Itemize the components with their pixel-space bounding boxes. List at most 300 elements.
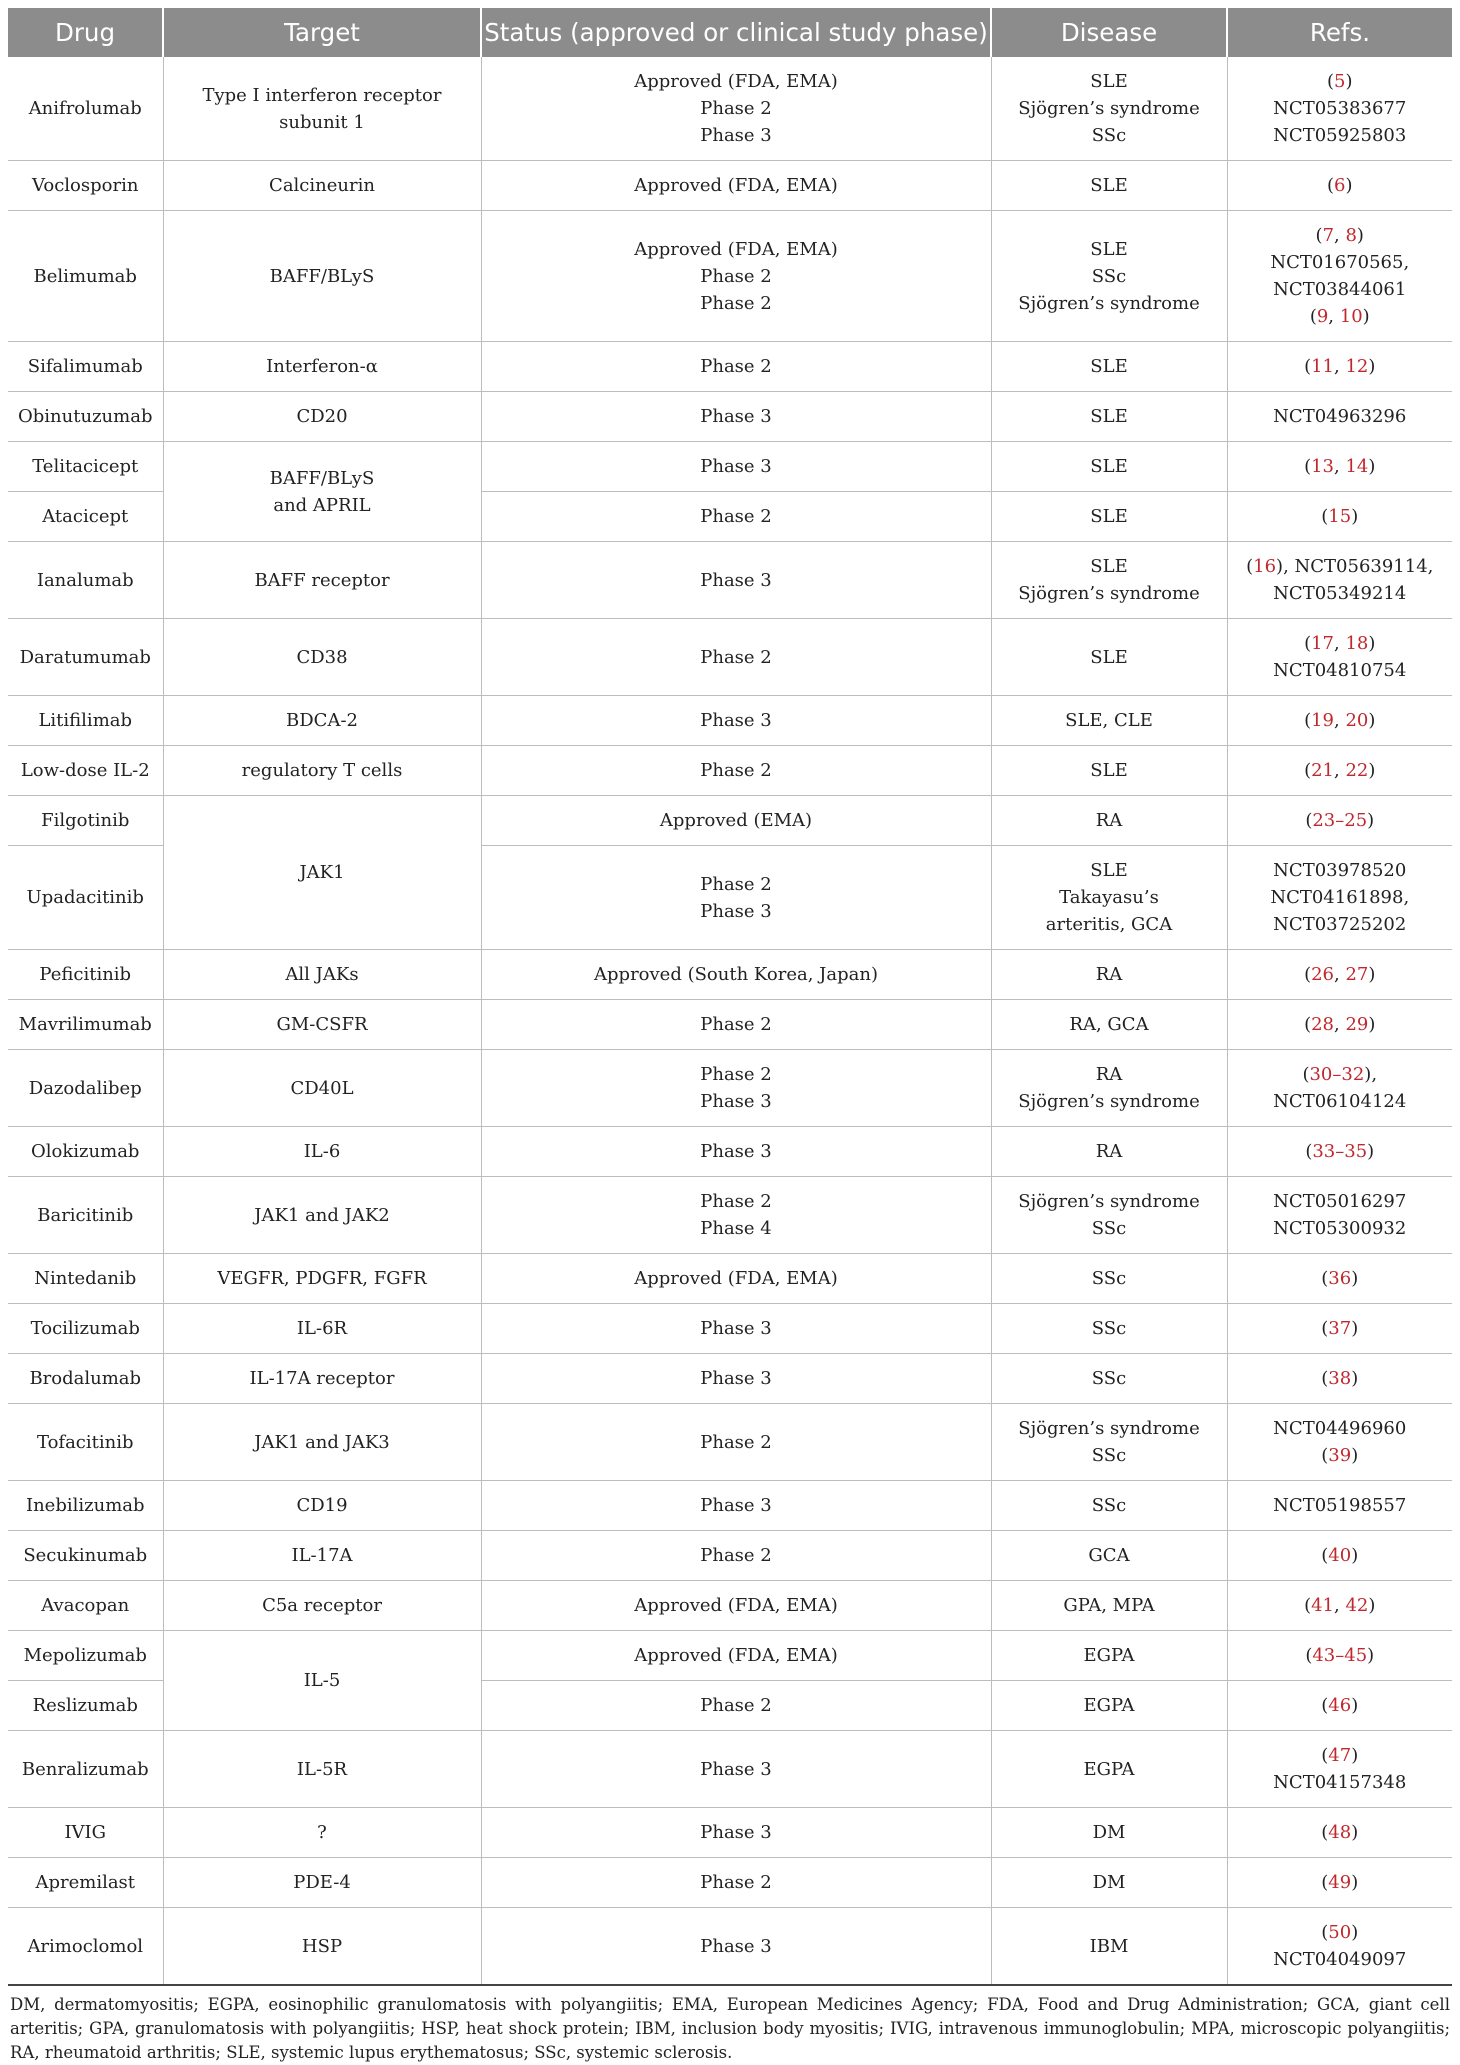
ref-text: ) xyxy=(1351,1445,1359,1466)
ref-text: NCT05300932 xyxy=(1273,1218,1407,1239)
ref-text: ( xyxy=(1305,810,1313,831)
reference-link[interactable]: 15 xyxy=(1328,506,1352,527)
cell-line: SSc xyxy=(1091,125,1127,146)
reference-link[interactable]: 38 xyxy=(1328,1368,1352,1389)
cell-line: Phase 3 xyxy=(700,710,772,731)
cell-line: Phase 3 xyxy=(700,1935,772,1957)
refs-cell xyxy=(1227,1177,1452,1254)
status-cell xyxy=(481,161,991,211)
reference-link[interactable]: 39 xyxy=(1328,1445,1352,1466)
cell-line: Phase 3 xyxy=(700,1141,772,1162)
status-cell xyxy=(481,1177,991,1254)
ref-text: ( xyxy=(1321,1695,1329,1716)
target-cell xyxy=(163,542,481,619)
reference-link[interactable]: 8 xyxy=(1345,225,1357,246)
refs-cell xyxy=(1227,1254,1452,1304)
header-disease: Disease xyxy=(991,8,1227,57)
status-cell xyxy=(481,846,991,950)
ref-line xyxy=(1234,1769,1447,1796)
target-cell xyxy=(163,1531,481,1581)
target-cell xyxy=(163,1127,481,1177)
status-cell xyxy=(481,1531,991,1581)
ref-text: ( xyxy=(1321,1368,1329,1389)
ref-text: , xyxy=(1334,633,1346,654)
table-row xyxy=(8,1404,1452,1481)
ref-text: ( xyxy=(1304,456,1312,477)
ref-text: NCT03725202 xyxy=(1273,914,1407,935)
reference-link[interactable]: 21 xyxy=(1311,760,1335,781)
refs-cell xyxy=(1227,442,1452,492)
ref-text: , xyxy=(1334,356,1346,377)
cell-line: Phase 2 xyxy=(700,646,772,668)
reference-link[interactable]: 9 xyxy=(1316,306,1329,327)
ref-text: ( xyxy=(1304,760,1312,781)
ref-text: ) xyxy=(1345,175,1353,196)
status-cell xyxy=(481,696,991,746)
ref-line xyxy=(1234,961,1447,988)
table-body xyxy=(8,57,1452,1985)
table-row xyxy=(8,1354,1452,1404)
cell-line: SSc xyxy=(1091,1495,1127,1516)
ref-text: ) xyxy=(1351,1872,1359,1893)
ref-text: ) xyxy=(1351,506,1359,527)
ref-text: ( xyxy=(1321,1445,1329,1466)
cell-line: Phase 3 xyxy=(700,569,772,591)
disease-cell xyxy=(991,57,1227,161)
cell-line: Phase 2 xyxy=(700,356,772,377)
target-cell xyxy=(163,211,481,342)
reference-link[interactable]: 11 xyxy=(1311,356,1335,377)
drug-cell: Peficitinib xyxy=(8,950,163,1000)
reference-link[interactable]: 33–35 xyxy=(1312,1141,1368,1162)
ref-text: , xyxy=(1334,964,1346,985)
ref-text: ( xyxy=(1246,556,1254,577)
disease-cell xyxy=(991,1581,1227,1631)
ref-line xyxy=(1234,403,1447,430)
refs-cell xyxy=(1227,1908,1452,1986)
ref-line xyxy=(1234,95,1447,122)
ref-text: ( xyxy=(1321,506,1329,527)
cell-line: SLE xyxy=(1090,760,1128,781)
target-cell xyxy=(163,696,481,746)
cell-line: SSc xyxy=(1091,265,1127,287)
target-cell xyxy=(163,1808,481,1858)
ref-text: NCT06104124 xyxy=(1273,1091,1407,1112)
ref-text: ( xyxy=(1304,1595,1312,1616)
cell-line: Phase 3 xyxy=(700,406,772,427)
drug-cell: Nintedanib xyxy=(8,1254,163,1304)
refs-cell xyxy=(1227,342,1452,392)
status-cell xyxy=(481,1858,991,1908)
reference-link[interactable]: 10 xyxy=(1339,306,1363,327)
drug-cell: Secukinumab xyxy=(8,1531,163,1581)
reference-link[interactable]: 27 xyxy=(1345,964,1369,985)
drug-cell: Brodalumab xyxy=(8,1354,163,1404)
refs-cell xyxy=(1227,211,1452,342)
ref-text: ) xyxy=(1351,1922,1359,1943)
reference-link[interactable]: 43–45 xyxy=(1312,1645,1368,1666)
cell-line: Approved (FDA, EMA) xyxy=(634,1595,838,1616)
refs-cell xyxy=(1227,161,1452,211)
reference-link[interactable]: 5 xyxy=(1334,71,1346,92)
cell-line: SSc xyxy=(1091,1318,1127,1339)
cell-line: BAFF receptor xyxy=(254,569,390,591)
refs-cell xyxy=(1227,950,1452,1000)
ref-text: , xyxy=(1334,710,1346,731)
reference-link[interactable]: 28 xyxy=(1311,1014,1335,1035)
ref-text: NCT03978520 xyxy=(1273,860,1407,881)
target-cell xyxy=(163,1908,481,1986)
ref-text: NCT04963296 xyxy=(1273,406,1407,427)
reference-link[interactable]: 23–25 xyxy=(1312,810,1368,831)
disease-cell xyxy=(991,1000,1227,1050)
cell-line: Phase 3 xyxy=(700,456,772,477)
refs-cell xyxy=(1227,1531,1452,1581)
drug-cell: Obinutuzumab xyxy=(8,392,163,442)
ref-text: ) xyxy=(1351,1745,1359,1766)
ref-line xyxy=(1234,807,1447,834)
reference-link[interactable]: 41 xyxy=(1311,1595,1335,1616)
drug-cell: Daratumumab xyxy=(8,619,163,696)
ref-line xyxy=(1234,630,1447,657)
reference-link[interactable]: 22 xyxy=(1345,760,1369,781)
drug-cell: Mepolizumab xyxy=(8,1631,163,1681)
reference-link[interactable]: 40 xyxy=(1328,1545,1352,1566)
reference-link[interactable]: 49 xyxy=(1328,1872,1352,1893)
ref-text: ) xyxy=(1351,1822,1359,1843)
disease-cell xyxy=(991,796,1227,846)
target-cell xyxy=(163,746,481,796)
target-cell xyxy=(163,796,481,950)
cell-line: EGPA xyxy=(1083,1758,1135,1780)
table-row xyxy=(8,1631,1452,1681)
cell-line: VEGFR, PDGFR, FGFR xyxy=(217,1268,427,1289)
target-cell xyxy=(163,1481,481,1531)
cell-line: JAK1 and JAK2 xyxy=(254,1204,390,1226)
reference-link[interactable]: 18 xyxy=(1345,633,1369,654)
status-cell xyxy=(481,1304,991,1354)
ref-text: ( xyxy=(1321,1872,1329,1893)
cell-line: JAK1 xyxy=(299,862,345,883)
cell-line: CD40L xyxy=(290,1077,354,1099)
disease-cell xyxy=(991,492,1227,542)
reference-link[interactable]: 26 xyxy=(1311,964,1335,985)
cell-line: SLE xyxy=(1090,71,1128,92)
cell-line: C5a receptor xyxy=(262,1595,382,1616)
cell-line: Phase 2 xyxy=(700,1014,772,1035)
cell-line: CD38 xyxy=(296,646,348,668)
reference-link[interactable]: 48 xyxy=(1328,1822,1352,1843)
reference-link[interactable]: 42 xyxy=(1345,1595,1369,1616)
cell-line: SLE xyxy=(1090,506,1128,527)
cell-line: Phase 3 xyxy=(700,1758,772,1780)
ref-text: , xyxy=(1328,306,1340,327)
table-row xyxy=(8,161,1452,211)
status-cell xyxy=(481,1000,991,1050)
cell-line: ? xyxy=(317,1822,327,1843)
drug-cell: Ianalumab xyxy=(8,542,163,619)
cell-line: Phase 2 xyxy=(700,506,772,527)
cell-line: Phase 3 xyxy=(700,1822,772,1843)
reference-link[interactable]: 12 xyxy=(1345,356,1369,377)
ref-text: ( xyxy=(1326,175,1335,196)
target-cell xyxy=(163,392,481,442)
cell-line: Phase 2 xyxy=(700,760,772,781)
cell-line: Approved (FDA, EMA) xyxy=(634,238,838,260)
cell-line: Phase 2 xyxy=(700,98,772,119)
cell-line: SLE xyxy=(1090,860,1128,881)
cell-line: SLE, CLE xyxy=(1065,710,1153,731)
ref-text: ( xyxy=(1304,1014,1312,1035)
refs-cell xyxy=(1227,492,1452,542)
cell-line: SSc xyxy=(1091,1218,1127,1239)
reference-link[interactable]: 16 xyxy=(1253,556,1277,577)
refs-cell xyxy=(1227,1000,1452,1050)
cell-line: All JAKs xyxy=(285,964,359,985)
ref-text: ) xyxy=(1368,456,1376,477)
cell-line: JAK1 and JAK3 xyxy=(254,1431,390,1453)
cell-line: RA xyxy=(1095,810,1123,831)
drug-cell: Tofacitinib xyxy=(8,1404,163,1481)
refs-cell xyxy=(1227,1127,1452,1177)
table-row xyxy=(8,1808,1452,1858)
disease-cell xyxy=(991,342,1227,392)
cell-line: Phase 3 xyxy=(700,900,772,922)
target-cell xyxy=(163,619,481,696)
table-row xyxy=(8,211,1452,342)
ref-line xyxy=(1234,1492,1447,1519)
drug-cell: Telitacicept xyxy=(8,442,163,492)
status-cell xyxy=(481,492,991,542)
disease-cell xyxy=(991,1404,1227,1481)
status-cell xyxy=(481,1354,991,1404)
drug-cell: Tocilizumab xyxy=(8,1304,163,1354)
cell-line: Approved (FDA, EMA) xyxy=(634,175,838,196)
disease-cell xyxy=(991,950,1227,1000)
ref-line xyxy=(1234,1919,1447,1946)
disease-cell xyxy=(991,1631,1227,1681)
drug-cell: Avacopan xyxy=(8,1581,163,1631)
table-row xyxy=(8,1254,1452,1304)
cell-line: regulatory T cells xyxy=(241,760,403,781)
header-row xyxy=(8,8,1452,57)
table-row xyxy=(8,1050,1452,1127)
ref-text: ) xyxy=(1362,306,1370,327)
reference-link[interactable]: 20 xyxy=(1345,710,1369,731)
reference-link[interactable]: 50 xyxy=(1328,1922,1352,1943)
drug-cell: Belimumab xyxy=(8,211,163,342)
ref-text: NCT05016297 xyxy=(1273,1191,1407,1212)
ref-text: ( xyxy=(1304,356,1312,377)
disease-cell xyxy=(991,1731,1227,1808)
status-cell xyxy=(481,1404,991,1481)
reference-link[interactable]: 37 xyxy=(1328,1318,1352,1339)
header-drug: Drug xyxy=(8,8,163,57)
ref-line xyxy=(1234,1692,1447,1719)
status-cell xyxy=(481,57,991,161)
cell-line: CD19 xyxy=(296,1495,348,1516)
table-row xyxy=(8,1304,1452,1354)
cell-line: IL-6 xyxy=(303,1141,341,1162)
drug-cell: Sifalimumab xyxy=(8,342,163,392)
ref-line xyxy=(1234,1819,1447,1846)
table-row xyxy=(8,1531,1452,1581)
cell-line: HSP xyxy=(301,1935,343,1957)
ref-line xyxy=(1234,353,1447,380)
ref-line xyxy=(1234,1188,1447,1215)
refs-cell xyxy=(1227,392,1452,442)
reference-link[interactable]: 17 xyxy=(1311,633,1335,654)
ref-line xyxy=(1234,1415,1447,1442)
ref-text: ) xyxy=(1368,760,1376,781)
target-cell xyxy=(163,1254,481,1304)
reference-link[interactable]: 47 xyxy=(1328,1745,1352,1766)
table-row xyxy=(8,1908,1452,1986)
disease-cell xyxy=(991,211,1227,342)
ref-line xyxy=(1234,1265,1447,1292)
reference-link[interactable]: 30–32 xyxy=(1309,1064,1365,1085)
cell-line: IL-17A xyxy=(291,1545,353,1566)
cell-line: RA, GCA xyxy=(1069,1014,1149,1035)
ref-text: NCT05383677 xyxy=(1273,98,1407,119)
cell-line: BAFF/BLyS xyxy=(269,467,375,489)
ref-text: ( xyxy=(1321,1545,1329,1566)
ref-line xyxy=(1234,1365,1447,1392)
target-cell xyxy=(163,57,481,161)
disease-cell xyxy=(991,1531,1227,1581)
disease-cell xyxy=(991,1481,1227,1531)
ref-text: ( xyxy=(1304,964,1312,985)
ref-text: ) xyxy=(1368,1014,1376,1035)
refs-cell xyxy=(1227,796,1452,846)
drug-cell: Inebilizumab xyxy=(8,1481,163,1531)
ref-text: ) xyxy=(1351,1268,1359,1289)
target-cell xyxy=(163,1000,481,1050)
status-cell xyxy=(481,1581,991,1631)
cell-line: SLE xyxy=(1090,646,1128,668)
cell-line: IL-6R xyxy=(296,1318,348,1339)
ref-line xyxy=(1234,757,1447,784)
ref-text: ( xyxy=(1321,1318,1329,1339)
cell-line: RA xyxy=(1095,1141,1123,1162)
ref-line xyxy=(1234,1869,1447,1896)
table-row xyxy=(8,796,1452,846)
ref-line xyxy=(1234,1138,1447,1165)
cell-line: IL-5R xyxy=(296,1758,348,1780)
ref-line xyxy=(1234,276,1447,303)
reference-link[interactable]: 14 xyxy=(1345,456,1369,477)
cell-line: PDE-4 xyxy=(293,1872,351,1893)
ref-line xyxy=(1234,1215,1447,1242)
status-cell xyxy=(481,1481,991,1531)
ref-text: ( xyxy=(1304,633,1312,654)
disease-cell xyxy=(991,846,1227,950)
refs-cell xyxy=(1227,1404,1452,1481)
status-cell xyxy=(481,950,991,1000)
disease-cell xyxy=(991,1127,1227,1177)
cell-line: SSc xyxy=(1091,1268,1127,1289)
cell-line: Approved (FDA, EMA) xyxy=(634,1268,838,1289)
reference-link[interactable]: 6 xyxy=(1334,175,1346,196)
cell-line: Sjögren’s syndrome xyxy=(1018,1418,1200,1439)
cell-line: subunit 1 xyxy=(279,111,365,133)
cell-line: DM xyxy=(1092,1822,1126,1843)
table-row xyxy=(8,1731,1452,1808)
reference-link[interactable]: 36 xyxy=(1328,1268,1352,1289)
ref-text: ) xyxy=(1367,810,1375,831)
status-cell xyxy=(481,1254,991,1304)
disease-cell xyxy=(991,1254,1227,1304)
target-cell xyxy=(163,1731,481,1808)
ref-text: ( xyxy=(1305,1645,1313,1666)
disease-cell xyxy=(991,1177,1227,1254)
ref-line xyxy=(1234,1315,1447,1342)
drug-table xyxy=(8,8,1452,1986)
table-row xyxy=(8,57,1452,161)
ref-text: NCT04157348 xyxy=(1273,1772,1407,1793)
refs-cell xyxy=(1227,1481,1452,1531)
ref-line xyxy=(1234,172,1447,199)
cell-line: Sjögren’s syndrome xyxy=(1018,98,1200,119)
cell-line: Phase 2 xyxy=(700,265,772,287)
drug-cell: Voclosporin xyxy=(8,161,163,211)
reference-link[interactable]: 46 xyxy=(1328,1695,1352,1716)
status-cell xyxy=(481,1050,991,1127)
ref-text: ) xyxy=(1351,1368,1359,1389)
refs-cell xyxy=(1227,1858,1452,1908)
ref-line xyxy=(1234,1011,1447,1038)
cell-line: Approved (South Korea, Japan) xyxy=(594,964,878,985)
reference-link[interactable]: 29 xyxy=(1345,1014,1369,1035)
cell-line: Phase 2 xyxy=(700,1064,772,1085)
target-cell xyxy=(163,1858,481,1908)
cell-line: Calcineurin xyxy=(269,175,375,196)
status-cell xyxy=(481,1631,991,1681)
ref-line xyxy=(1234,503,1447,530)
table-container xyxy=(8,8,1452,2065)
cell-line: SLE xyxy=(1090,175,1128,196)
ref-text: ( xyxy=(1309,306,1317,327)
cell-line: Sjögren’s syndrome xyxy=(1018,1091,1200,1112)
refs-cell xyxy=(1227,1731,1452,1808)
reference-link[interactable]: 13 xyxy=(1311,456,1335,477)
target-cell xyxy=(163,161,481,211)
reference-link[interactable]: 19 xyxy=(1311,710,1335,731)
cell-line: Phase 3 xyxy=(700,1091,772,1112)
ref-text: , xyxy=(1334,1014,1346,1035)
ref-text: ) xyxy=(1368,710,1376,731)
drug-cell: Baricitinib xyxy=(8,1177,163,1254)
ref-text: ) xyxy=(1356,225,1364,246)
target-cell xyxy=(163,1177,481,1254)
reference-link[interactable]: 7 xyxy=(1322,225,1335,246)
ref-line xyxy=(1234,707,1447,734)
drug-cell: Benralizumab xyxy=(8,1731,163,1808)
cell-line: IBM xyxy=(1089,1935,1129,1957)
ref-text: ) xyxy=(1368,356,1376,377)
cell-line: Phase 3 xyxy=(700,1368,772,1389)
cell-line: SLE xyxy=(1090,556,1128,577)
ref-line xyxy=(1234,68,1447,95)
ref-text: NCT04496960 xyxy=(1273,1418,1407,1439)
target-cell xyxy=(163,1354,481,1404)
drug-cell: IVIG xyxy=(8,1808,163,1858)
cell-line: BDCA-2 xyxy=(286,710,358,731)
ref-text: ) xyxy=(1367,1141,1375,1162)
refs-cell xyxy=(1227,696,1452,746)
ref-line xyxy=(1234,222,1447,249)
ref-text: ) xyxy=(1345,71,1353,92)
